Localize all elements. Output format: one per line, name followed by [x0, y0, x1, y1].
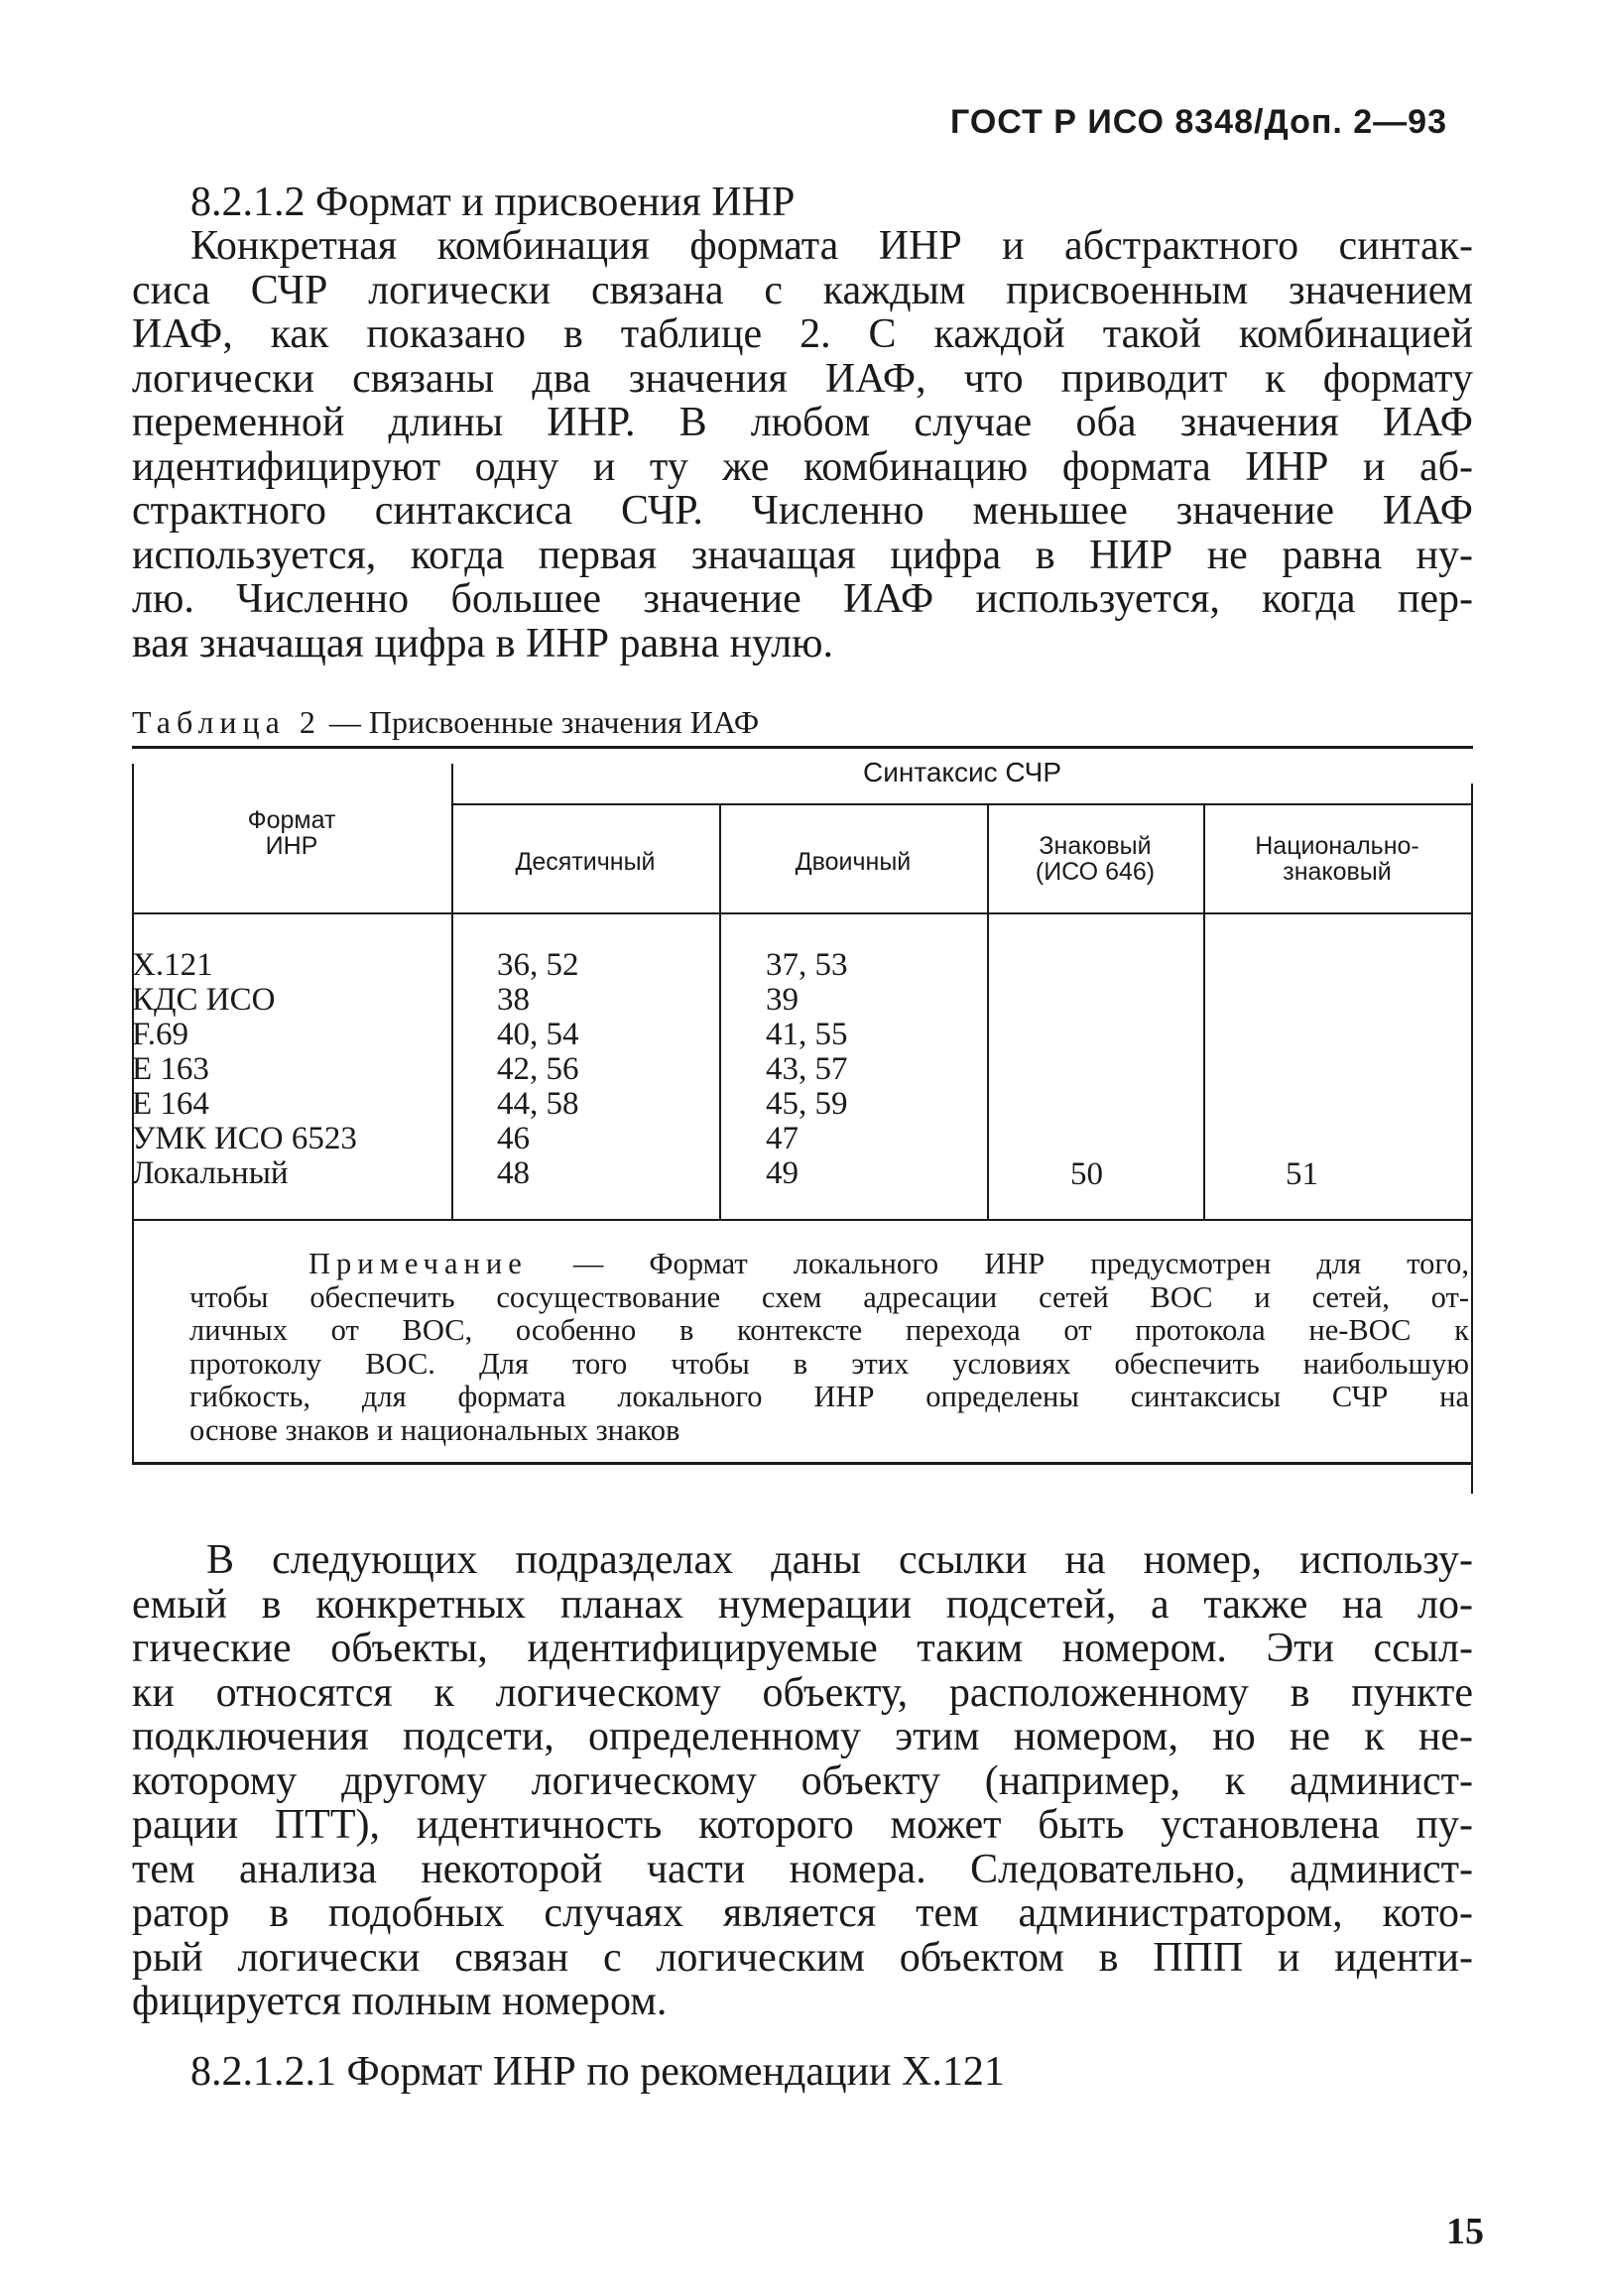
- table-cell: 39: [766, 982, 799, 1018]
- header-char-line: Знаковый: [1039, 832, 1152, 860]
- decimal-column: [497, 948, 579, 1191]
- paragraph-line: которому другому логическому объекту (например, к админист-: [132, 1757, 1473, 1804]
- table-body-rule: [132, 1219, 1473, 1221]
- paragraph-line: подключения подсети, определенному этим номером, но не к не-: [132, 1714, 1473, 1759]
- table-header-rule: [132, 912, 1473, 914]
- paragraph-line: вая значащая цифра в ИНР равна нулю.: [132, 620, 834, 666]
- subsection-title: 8.2.1.2.1 Формат ИНР по рекомендации X.121: [190, 2049, 1005, 2095]
- table-cell: 43, 57: [766, 1051, 848, 1087]
- header-format: [132, 807, 451, 859]
- table-cell-national: 51: [1286, 1156, 1318, 1192]
- header-binary: Двоичный: [795, 848, 912, 876]
- header-national-line: Национально-: [1255, 832, 1419, 860]
- note-line: личных от ВОС, особенно в контексте перехода от протокола не-ВОС к: [189, 1313, 1469, 1347]
- table-cell: 48: [497, 1155, 530, 1191]
- note-line: основе знаков и национальных знаков: [189, 1412, 680, 1447]
- paragraph-line: В следующих подразделах даны ссылки на номер, использу-: [206, 1537, 1473, 1583]
- paragraph-line: переменной длины ИНР. В любом случае оба значения ИАФ: [132, 400, 1473, 445]
- paragraph-line: рый логически связан с логическим объектом в ППП и иденти-: [132, 1934, 1473, 1981]
- paragraph-line: ки относятся к логическому объекту, расположенному в пункте: [132, 1669, 1473, 1716]
- table-cell-char: 50: [1070, 1156, 1103, 1192]
- note-text: — Формат локального ИНР предусмотрен для того,: [572, 1247, 1469, 1280]
- paragraph-line: страктного синтаксиса СЧР. Численно меньшее значение ИАФ: [132, 488, 1473, 534]
- header-national-line: знаковый: [1283, 858, 1392, 886]
- paragraph-line: ратор в подобных случаях является тем администратором, кото-: [132, 1890, 1473, 1936]
- paragraph-line: идентифицируют одну и ту же комбинацию формата ИНР и аб-: [132, 443, 1473, 490]
- paragraph-line: тем анализа некоторой части номера. Следовательно, админист-: [132, 1846, 1473, 1892]
- table-cell: 45, 59: [766, 1086, 848, 1122]
- table-caption-label: Таблица 2: [132, 704, 321, 740]
- document-header: ГОСТ Р ИСО 8348/Доп. 2—93: [950, 103, 1447, 141]
- header-syntax-group: Синтаксис СЧР: [862, 757, 1062, 787]
- note-line: чтобы обеспечить сосуществование схем адресации сетей ВОС и сетей, от-: [189, 1279, 1469, 1314]
- table-cell: 36, 52: [497, 947, 579, 983]
- note-line: гибкость, для формата локального ИНР определены синтаксисы СЧР на: [189, 1380, 1469, 1413]
- paragraph-line: сиса СЧР логически связана с каждым присвоенным значением: [132, 267, 1473, 313]
- table-cell: 41, 55: [766, 1017, 848, 1052]
- table-cell: 44, 58: [497, 1086, 579, 1122]
- table-bottom-rule: [132, 1462, 1473, 1465]
- table-cell: X.121: [132, 947, 213, 983]
- table-right-border: [1471, 784, 1473, 1494]
- table-cell: 46: [497, 1121, 530, 1156]
- header-format-line: ИНР: [265, 832, 318, 860]
- table-cell: E 164: [132, 1086, 209, 1122]
- paragraph-line: гические объекты, идентифицируемые таким номером. Эти ссыл-: [132, 1626, 1473, 1671]
- table-cell: 40, 54: [497, 1017, 579, 1052]
- header-char-line: (ИСО 646): [1035, 858, 1156, 886]
- table-top-rule: [132, 746, 1473, 749]
- paragraph-line: емый в конкретных планах нумерации подсетей, а также на ло-: [132, 1581, 1473, 1628]
- format-column: [132, 948, 357, 1191]
- note-label: Примечание: [308, 1247, 528, 1280]
- table-caption: [132, 704, 759, 741]
- paragraph-line: используется, когда первая значащая цифра в НИР не равна ну-: [132, 532, 1473, 578]
- paragraph-line: логически связаны два значения ИАФ, что приводит к формату: [132, 355, 1473, 402]
- body-paragraph: [132, 1538, 1473, 2024]
- paragraph-line: лю. Численно большее значение ИАФ используется, когда пер-: [132, 576, 1473, 622]
- table-note: [189, 1248, 1469, 1447]
- table-group-rule: [451, 803, 1473, 805]
- paragraph-line: рации ПТТ), идентичность которого может быть установлена пу-: [132, 1802, 1473, 1848]
- header-national: [1203, 833, 1471, 885]
- table-cell: 37, 53: [766, 947, 848, 983]
- header-format-line: Формат: [247, 806, 336, 834]
- section-paragraph: [132, 224, 1473, 665]
- paragraph-line: Конкретная комбинация формата ИНР и абстрактного синтак-: [190, 223, 1473, 269]
- note-line: [189, 1248, 1469, 1281]
- header-char: [987, 833, 1203, 885]
- table-cell: 42, 56: [497, 1051, 579, 1087]
- table-cell: E 163: [132, 1051, 209, 1087]
- table-cell: УМК ИСО 6523: [132, 1121, 357, 1156]
- table-cell: 38: [497, 982, 530, 1018]
- paragraph-line: фицируется полным номером.: [132, 1979, 668, 2024]
- section-title: 8.2.1.2 Формат и присвоения ИНР: [190, 180, 796, 225]
- note-line: протоколу ВОС. Для того чтобы в этих условиях обеспечить наибольшую: [189, 1346, 1469, 1381]
- table-cell: 47: [766, 1121, 799, 1156]
- table-caption-text: — Присвоенные значения ИАФ: [328, 704, 760, 740]
- table-cell: КДС ИСО: [132, 982, 276, 1018]
- paragraph-line: ИАФ, как показано в таблице 2. С каждой такой комбинацией: [132, 311, 1473, 357]
- table-cell: Локальный: [132, 1155, 289, 1191]
- binary-column: [766, 948, 848, 1191]
- table-cell: 49: [766, 1155, 799, 1191]
- header-decimal: Десятичный: [515, 848, 656, 876]
- table-cell: F.69: [132, 1017, 188, 1052]
- page-number: 15: [1446, 2211, 1484, 2252]
- table-column-divider: [451, 764, 453, 1220]
